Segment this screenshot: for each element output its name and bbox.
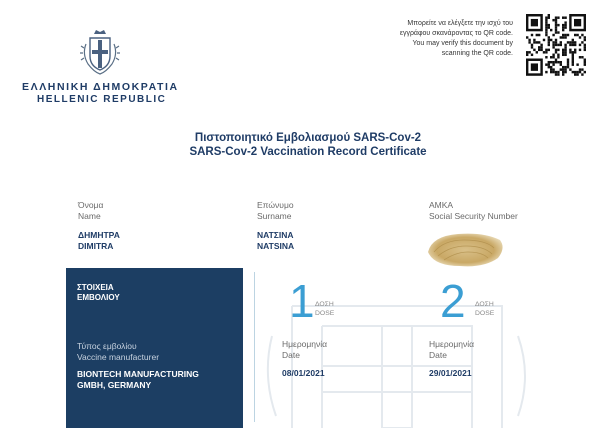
country-name-greek: ΕΛΛΗΝΙΚΗ ΔΗΜΟΚΡΑΤΙΑ [22,81,179,93]
greek-coat-of-arms-icon [78,28,122,76]
name-label-greek: Όνομα [78,200,104,210]
vaccine-type-label-english: Vaccine manufacturer [77,352,160,362]
verify-line: You may verify this document by [412,40,513,47]
amka-label-greek: ΑΜΚΑ [429,200,454,210]
verify-line: scanning the QR code. [441,50,513,57]
panel-divider [254,272,255,422]
date-label-greek: Ημερομηνία [429,339,475,349]
dose-label-greek: ΔΟΣΗ [475,301,494,308]
dose-label-greek: ΔΟΣΗ [315,301,334,308]
certificate-title-greek: Πιστοποιητικό Εμβολιασμού SARS-Cov-2 [194,132,422,144]
date-label-english: Date [429,350,447,360]
qr-code-icon[interactable] [526,14,586,76]
dose-date-value: 08/01/2021 [282,368,325,378]
surname-label-english: Surname [257,211,292,221]
dose-date-value: 29/01/2021 [429,368,472,378]
surname-value-english: NATSINA [257,241,295,251]
dose-number: 1 [289,275,315,327]
name-label-english: Name [78,211,101,221]
vaccine-type-label-greek: Τύπος εμβολίου [77,341,137,351]
date-label-english: Date [282,350,300,360]
country-name-english: HELLENIC REPUBLIC [37,94,167,105]
vaccine-details-panel [66,268,243,428]
surname-value-greek: ΝΑΤΣΙΝΑ [257,230,294,240]
vaccine-section-title: ΕΜΒΟΛΙΟΥ [77,293,120,302]
vaccine-section-title: ΣΤΟΙΧΕΙΑ [77,283,114,292]
name-value-greek: ΔΗΜΗΤΡΑ [78,230,120,240]
amka-label-english: Social Security Number [429,211,518,221]
date-label-greek: Ημερομηνία [282,339,328,349]
certificate-title-english: SARS-Cov-2 Vaccination Record Certificate [189,146,427,158]
redacted-thumbprint-icon [424,230,506,270]
verify-line: εγγράφου σκανάροντας το QR code. [399,30,513,37]
vaccine-manufacturer-value: BIONTECH MANUFACTURING [77,369,199,379]
dose-label-english: DOSE [315,310,335,317]
verify-line: Μπορείτε να ελέγξετε την ισχύ του [407,20,513,27]
surname-label-greek: Επώνυμο [257,200,294,210]
name-value-english: DIMITRA [78,241,114,251]
dose-number: 2 [440,275,466,327]
qr-verify-note [363,19,513,59]
vaccine-manufacturer-value: GMBH, GERMANY [77,380,152,390]
dose-label-english: DOSE [475,310,495,317]
